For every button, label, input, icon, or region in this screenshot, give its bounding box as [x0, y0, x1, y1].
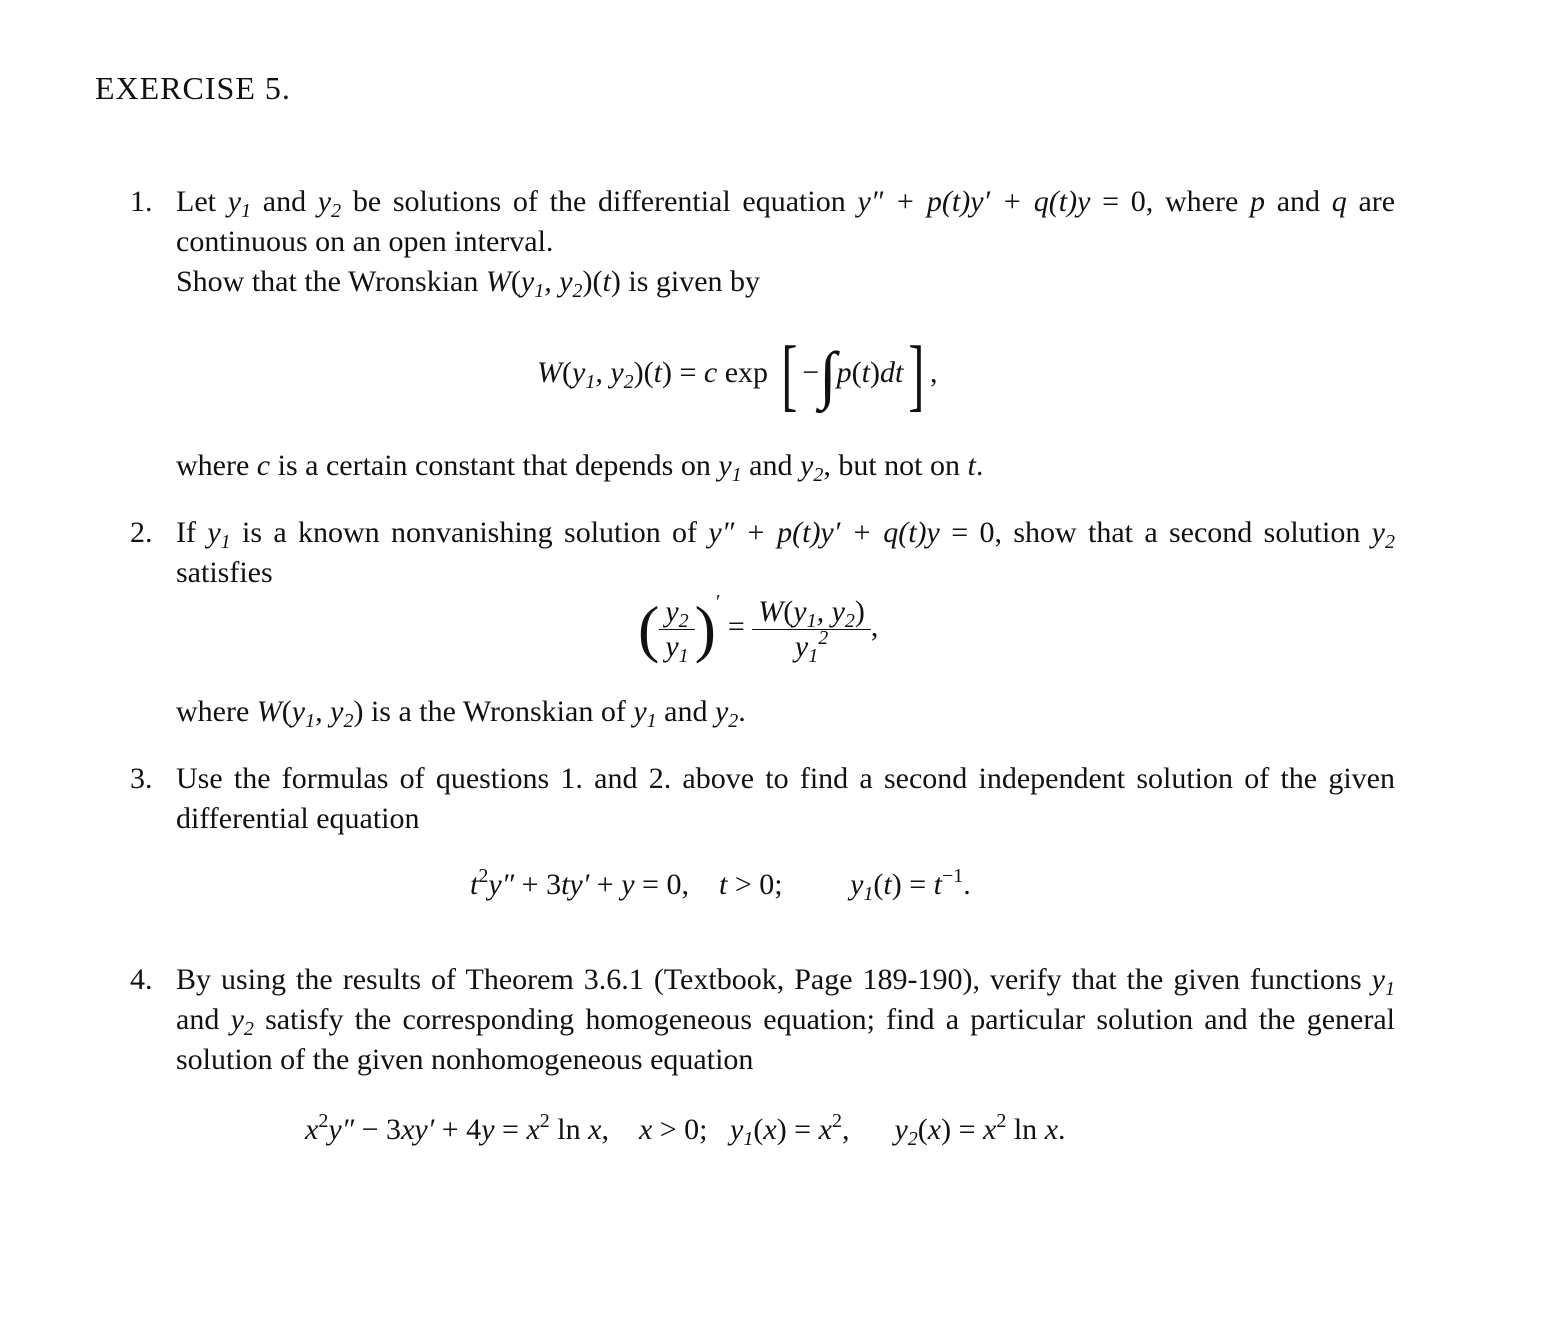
problem-3	[130, 759, 1395, 839]
euler-equation: $t^2y'' + 3ty' + y = 0$, t > 0; $y_1(t) = t^{-1}$.	[470, 865, 971, 905]
problem-number: 3.	[130, 762, 153, 795]
ode-inline: y″ + p(t)y′ + q(t)y	[857, 185, 1091, 218]
problem-number: 2.	[130, 516, 153, 549]
abel-formula: $W(y_1$, $y_2)(t) = c$ exp [ −∫p(t)dt] ,	[537, 331, 938, 419]
problem-text: Use the formulas of questions 1. and 2. above to find a second independent solution of the given differential equation	[176, 762, 1395, 835]
problem-text: Let $y_1$ and $y_2$ be solutions of the differential equation y″ + p(t)y′ + q(t)y = 0, where p and q are continuous on an open interval. Show that the Wronskian $W(y_1$, $y_2)(t)$ is given by	[176, 185, 1396, 302]
problem-4	[130, 960, 1395, 1080]
problem-2	[130, 513, 1395, 593]
exercise-title: EXERCISE 5.	[95, 70, 291, 106]
problem-number: 4.	[130, 963, 153, 996]
problem-2-cont: where $W(y_1$, $y_2$) is a the Wronskian of $y_1$ and $y_2$.	[176, 695, 746, 732]
problem-text: By using the results of Theorem 3.6.1 (Textbook, Page 189-190), verify that the given functions $y_1$ and $y_2$ satisfy the corresponding homogeneous equation; find a particular solution and the general solution of the given nonhomogeneous equation	[176, 963, 1395, 1076]
ratio-derivative-formula: ( $\frac{y_2}{y_1}$ )′ = $\frac{W(y_1, y_2)}{y_1^2}$ ,	[638, 590, 879, 667]
problem-text: If $y_1$ is a known nonvanishing solution of y″ + p(t)y′ + q(t)y = 0, show that a second solution $y_2$ satisfies	[176, 516, 1395, 589]
problem-1-cont: where c is a certain constant that depends on $y_1$ and $y_2$, but not on t.	[176, 449, 984, 486]
problem-1	[130, 182, 1395, 302]
problem-number: 1.	[130, 185, 153, 218]
nonhomogeneous-equation: $x^2y'' - 3xy' + 4y = x^2$ ln x, x > 0; $y_1(x) = x^2$, $y_2(x) = x^2$ ln x.	[305, 1110, 1066, 1150]
